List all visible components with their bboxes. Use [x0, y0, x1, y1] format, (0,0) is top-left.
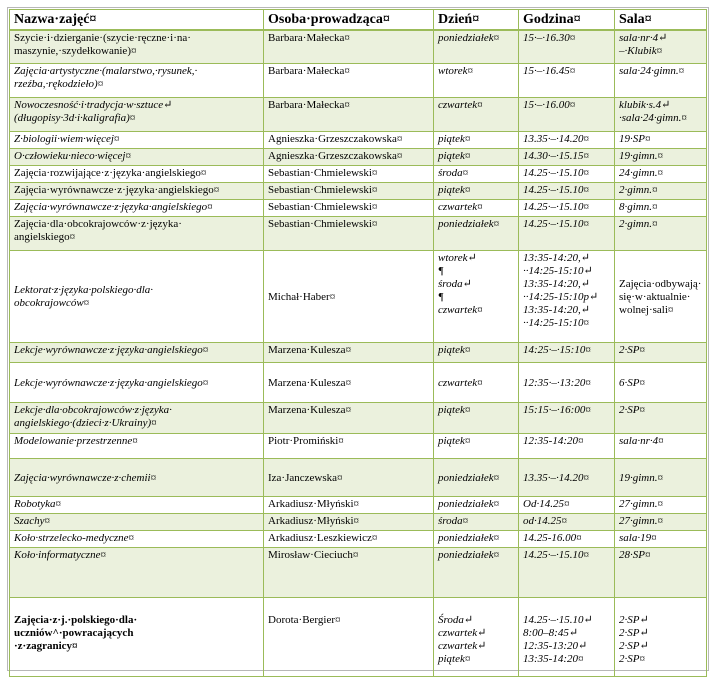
cell-osoba [264, 363, 434, 403]
cell-text-line: Marzena·Kulesza¤ [268, 344, 352, 356]
cell-text-line: maszynie,·szydełkowanie)¤ [14, 44, 137, 57]
header-dzien: Dzień¤ [434, 10, 519, 30]
cell-godzina [519, 30, 615, 64]
cell-sala [615, 548, 707, 598]
cell-text-line: Iza·Janczewska¤ [268, 471, 343, 484]
cell-sala [615, 251, 707, 343]
cell-text-line: Mirosław·Cieciuch¤ [268, 549, 359, 561]
cell-text-line: ··14:25-15:10↵ [523, 265, 593, 277]
cell-osoba [264, 200, 434, 217]
cell-dzien [434, 343, 519, 363]
cell-text-line: piątek¤ [438, 150, 471, 162]
cell-text-line: 2·SP↵ [619, 640, 649, 652]
cell-godzina [519, 531, 615, 548]
cell-nazwa [10, 514, 264, 531]
cell-text-line: sala·nr·4¤ [619, 435, 664, 447]
cell-sala [615, 183, 707, 200]
cell-text-line: poniedziałek¤ [438, 218, 500, 230]
cell-text-line: 6·SP¤ [619, 376, 645, 389]
cell-text-line: Szycie·i·dzierganie·(szycie·ręczne·i·na· [14, 31, 191, 44]
cell-text-line: piątek¤ [438, 344, 471, 356]
cell-osoba [264, 183, 434, 200]
cell-text-line: 8:00–8:45↵ [523, 627, 579, 639]
cell-text-line: wtorek¤ [438, 65, 474, 77]
cell-text-line: 14.30·–·15.15¤ [523, 150, 589, 162]
cell-text-line: uczniów^·powracających [14, 627, 134, 639]
cell-text-line: Nowoczesność·i·tradycja·w·sztuce↵ [14, 99, 173, 111]
cell-text-line: 19·SP¤ [619, 133, 651, 145]
cell-text-line: Sebastian·Chmielewski¤ [268, 218, 378, 230]
cell-dzien [434, 149, 519, 166]
cell-nazwa [10, 403, 264, 434]
cell-osoba [264, 497, 434, 514]
cell-sala [615, 149, 707, 166]
cell-osoba [264, 598, 434, 677]
cell-godzina [519, 598, 615, 677]
cell-dzien [434, 183, 519, 200]
cell-sala [615, 200, 707, 217]
cell-text-line: 14.25·–·15.10¤ [523, 549, 589, 561]
cell-text-line: 13:35-14:20,↵ [523, 278, 590, 290]
cell-text-line: Sebastian·Chmielewski¤ [268, 184, 378, 196]
cell-godzina [519, 217, 615, 251]
cell-text-line: Zajęcia·rozwijające·z·języka·angielskiego¤ [14, 167, 207, 179]
cell-text-line: Sebastian·Chmielewski¤ [268, 167, 378, 179]
cell-sala [615, 98, 707, 132]
cell-dzien [434, 200, 519, 217]
cell-text-line: Od·14.25¤ [523, 498, 570, 510]
cell-text-line: czwartek↵ [438, 627, 487, 639]
cell-nazwa [10, 30, 264, 64]
cell-text-line: 14.25·–·15.10¤ [523, 201, 589, 213]
cell-text-line: 2·SP¤ [619, 344, 645, 356]
cell-osoba [264, 403, 434, 434]
cell-osoba [264, 166, 434, 183]
cell-nazwa [10, 200, 264, 217]
cell-text-line: 2·gimn.¤ [619, 184, 658, 196]
cell-dzien [434, 64, 519, 98]
cell-text-line: rzeźba,·rękodzieło)¤ [14, 78, 104, 90]
schedule-table [9, 9, 707, 677]
cell-dzien [434, 403, 519, 434]
cell-osoba [264, 30, 434, 64]
cell-text-line: 14:25·–·15:10¤ [523, 344, 591, 356]
cell-osoba [264, 343, 434, 363]
cell-osoba [264, 434, 434, 459]
cell-nazwa [10, 343, 264, 363]
cell-text-line: od·14.25¤ [523, 515, 567, 527]
cell-text-line: 15:15·–·16:00¤ [523, 404, 591, 416]
cell-text-line: 2·SP¤ [619, 404, 645, 416]
cell-godzina [519, 363, 615, 403]
cell-sala [615, 343, 707, 363]
cell-godzina [519, 434, 615, 459]
cell-osoba [264, 98, 434, 132]
table-row [10, 403, 707, 434]
cell-nazwa [10, 217, 264, 251]
cell-text-line: ¶ [438, 265, 444, 277]
cell-text-line: 27·gimn.¤ [619, 515, 663, 527]
cell-text-line: 13:35-14:20¤ [523, 653, 584, 665]
cell-text-line: sala·19¤ [619, 532, 657, 544]
cell-sala [615, 217, 707, 251]
cell-sala [615, 30, 707, 64]
cell-text-line: Barbara·Małecka¤ [268, 65, 350, 77]
cell-text-line: Lekcje·dla·obcokrajowców·z·języka· [14, 404, 172, 416]
cell-text-line: 12:35-13:20↵ [523, 640, 588, 652]
cell-osoba [264, 132, 434, 149]
table-row [10, 166, 707, 183]
cell-godzina [519, 497, 615, 514]
cell-sala [615, 514, 707, 531]
cell-text-line: angielskiego¤ [14, 231, 76, 243]
cell-godzina [519, 64, 615, 98]
cell-text-line: 8·gimn.¤ [619, 201, 658, 213]
cell-nazwa [10, 497, 264, 514]
cell-text-line: 19·gimn.¤ [619, 150, 663, 162]
cell-text-line: Sebastian·Chmielewski¤ [268, 201, 378, 213]
cell-text-line: angielskiego·(dzieci·z·Ukrainy)¤ [14, 417, 157, 429]
cell-text-line: piątek¤ [438, 435, 471, 447]
cell-text-line: Zajęcia·wyrównawcze·z·chemii¤ [14, 471, 157, 484]
cell-dzien [434, 434, 519, 459]
cell-text-line: 2·SP↵ [619, 614, 649, 626]
cell-nazwa [10, 98, 264, 132]
cell-osoba [264, 217, 434, 251]
cell-text-line: Środa↵ [438, 614, 474, 626]
cell-text-line: Zajęcia·dla·obcokrajowców·z·języka· [14, 218, 182, 230]
cell-text-line: sala·24·gimn.¤ [619, 65, 685, 77]
cell-text-line: Barbara·Małecka¤ [268, 31, 350, 44]
cell-nazwa [10, 598, 264, 677]
table-row [10, 98, 707, 132]
cell-osoba [264, 531, 434, 548]
cell-text-line: Arkadiusz·Młyński¤ [268, 498, 360, 510]
cell-osoba [264, 64, 434, 98]
table-row [10, 363, 707, 403]
cell-text-line: Modelowanie·przestrzenne¤ [14, 435, 138, 447]
cell-text-line: piątek¤ [438, 184, 471, 196]
header-sala: Sala¤ [615, 10, 707, 30]
cell-godzina [519, 514, 615, 531]
cell-godzina [519, 548, 615, 598]
cell-text-line: poniedziałek¤ [438, 471, 500, 484]
table-row [10, 598, 707, 677]
cell-godzina [519, 200, 615, 217]
cell-text-line: ¶ [438, 291, 444, 303]
cell-text-line: ·z·zagranicy¤ [14, 640, 78, 652]
cell-text-line: sala·nr·4↵ [619, 31, 668, 44]
cell-text-line: ··14:25-15:10¤ [523, 317, 589, 329]
cell-nazwa [10, 149, 264, 166]
table-row [10, 497, 707, 514]
cell-text-line: 14.25·–·15.10¤ [523, 218, 589, 230]
cell-nazwa [10, 459, 264, 497]
cell-text-line: Szachy¤ [14, 515, 51, 527]
cell-osoba [264, 514, 434, 531]
cell-nazwa [10, 183, 264, 200]
cell-text-line: Agnieszka·Grzeszczakowska¤ [268, 133, 403, 145]
cell-text-line: Zajęcia·z·j.·polskiego·dla· [14, 614, 138, 626]
cell-dzien [434, 166, 519, 183]
header-godzina: Godzina¤ [519, 10, 615, 30]
cell-text-line: 15·–·16.45¤ [523, 65, 576, 77]
cell-sala [615, 363, 707, 403]
cell-godzina [519, 459, 615, 497]
cell-text-line: Lektorat·z·języka·polskiego·dla· [14, 284, 154, 296]
cell-text-line: środa↵ [438, 278, 472, 290]
cell-text-line: Arkadiusz·Leszkiewicz¤ [268, 532, 378, 544]
cell-dzien [434, 514, 519, 531]
cell-dzien [434, 98, 519, 132]
cell-text-line: 12:35-14:20¤ [523, 435, 584, 447]
cell-text-line: Marzena·Kulesza¤ [268, 376, 352, 389]
cell-text-line: się·w·aktualnie· [619, 290, 691, 303]
cell-godzina [519, 403, 615, 434]
cell-text-line: Zajęcia·artystyczne·(malarstwo,·rysunek,· [14, 65, 198, 77]
cell-nazwa [10, 434, 264, 459]
cell-godzina [519, 132, 615, 149]
cell-sala [615, 434, 707, 459]
table-row [10, 132, 707, 149]
cell-text-line: O·człowieku·nieco·więcej¤ [14, 150, 131, 162]
cell-sala [615, 531, 707, 548]
table-row [10, 251, 707, 343]
cell-sala [615, 132, 707, 149]
cell-text-line: poniedziałek¤ [438, 31, 500, 44]
cell-sala [615, 403, 707, 434]
cell-sala [615, 459, 707, 497]
cell-text-line: Zajęcia·wyrównawcze·z·języka·angielskiego¤ [14, 184, 220, 196]
cell-text-line: czwartek¤ [438, 201, 483, 213]
table-row [10, 459, 707, 497]
cell-osoba [264, 251, 434, 343]
cell-osoba [264, 548, 434, 598]
cell-text-line: 2·gimn.¤ [619, 218, 658, 230]
cell-text-line: czwartek¤ [438, 376, 483, 389]
table-body [10, 30, 707, 677]
table-row [10, 183, 707, 200]
cell-text-line: Koło·informatyczne¤ [14, 549, 106, 561]
cell-text-line: 13.35·–·14.20¤ [523, 471, 589, 484]
cell-dzien [434, 30, 519, 64]
cell-text-line: Piotr·Promiński¤ [268, 435, 344, 447]
cell-text-line: 27·gimn.¤ [619, 498, 663, 510]
cell-text-line: (długopisy·3d·i·kaligrafia)¤ [14, 112, 136, 124]
cell-text-line: 13:35-14:20,↵ [523, 252, 590, 264]
table-row [10, 434, 707, 459]
cell-text-line: poniedziałek¤ [438, 532, 500, 544]
cell-dzien [434, 459, 519, 497]
cell-text-line: Marzena·Kulesza¤ [268, 404, 352, 416]
cell-sala [615, 598, 707, 677]
cell-osoba [264, 149, 434, 166]
cell-dzien [434, 363, 519, 403]
cell-text-line: czwartek↵ [438, 640, 487, 652]
cell-sala [615, 64, 707, 98]
cell-text-line: wtorek↵ [438, 252, 477, 264]
cell-nazwa [10, 363, 264, 403]
cell-text-line: 15·–·16.30¤ [523, 31, 576, 44]
cell-sala [615, 497, 707, 514]
cell-dzien [434, 251, 519, 343]
cell-text-line: Lekcje·wyrównawcze·z·języka·angielskiego¤ [14, 376, 209, 389]
cell-godzina [519, 183, 615, 200]
cell-text-line: 2·SP↵ [619, 627, 649, 639]
cell-text-line: 19·gimn.¤ [619, 471, 663, 484]
cell-godzina [519, 149, 615, 166]
cell-sala [615, 166, 707, 183]
cell-nazwa [10, 531, 264, 548]
cell-text-line: 12:35·–·13:20¤ [523, 376, 591, 389]
cell-text-line: 2·SP¤ [619, 653, 645, 665]
cell-text-line: 13.35·–·14.20¤ [523, 133, 589, 145]
cell-text-line: Dorota·Bergier¤ [268, 614, 341, 626]
table-row [10, 64, 707, 98]
cell-text-line: 13:35-14:20,↵ [523, 304, 590, 316]
cell-text-line: Barbara·Małecka¤ [268, 99, 350, 111]
cell-text-line: ··14:25-15:10p↵ [523, 291, 599, 303]
table-row [10, 514, 707, 531]
cell-nazwa [10, 548, 264, 598]
cell-text-line: –·Klubik¤ [619, 44, 663, 57]
table-row [10, 30, 707, 64]
cell-nazwa [10, 132, 264, 149]
cell-text-line: Lekcje·wyrównawcze·z·języka·angielskiego¤ [14, 344, 209, 356]
cell-text-line: Arkadiusz·Młyński¤ [268, 515, 360, 527]
table-row [10, 200, 707, 217]
header-osoba: Osoba·prowadząca¤ [264, 10, 434, 30]
cell-text-line: Zajęcia·odbywają· [619, 277, 702, 290]
cell-text-line: 14.25·–·15.10↵ [523, 614, 593, 626]
cell-text-line: Agnieszka·Grzeszczakowska¤ [268, 150, 403, 162]
cell-godzina [519, 166, 615, 183]
cell-dzien [434, 548, 519, 598]
cell-text-line: 14.25·–·15.10¤ [523, 167, 589, 179]
cell-text-line: klubik·s.4↵ [619, 99, 671, 111]
cell-text-line: środa¤ [438, 515, 469, 527]
cell-text-line: Z·biologii·wiem·więcej¤ [14, 133, 120, 145]
cell-text-line: 28·SP¤ [619, 549, 651, 561]
cell-text-line: Robotyka¤ [14, 498, 62, 510]
table-row [10, 531, 707, 548]
cell-text-line: środa¤ [438, 167, 469, 179]
cell-text-line: piątek¤ [438, 133, 471, 145]
cell-osoba [264, 459, 434, 497]
cell-text-line: 24·gimn.¤ [619, 167, 663, 179]
cell-text-line: wolnej·sali¤ [619, 303, 674, 316]
cell-text-line: piątek¤ [438, 404, 471, 416]
cell-text-line: Koło·strzelecko-medyczne¤ [14, 532, 135, 544]
cell-text-line: Michał·Haber¤ [268, 290, 336, 303]
cell-godzina [519, 98, 615, 132]
cell-nazwa [10, 251, 264, 343]
cell-dzien [434, 217, 519, 251]
cell-text-line: czwartek¤ [438, 304, 483, 316]
cell-nazwa [10, 64, 264, 98]
cell-text-line: piątek¤ [438, 653, 471, 665]
cell-dzien [434, 132, 519, 149]
cell-text-line: ·sala·24·gimn.¤ [619, 112, 687, 124]
cell-text-line: poniedziałek¤ [438, 498, 500, 510]
cell-dzien [434, 497, 519, 514]
cell-text-line: 14.25·–·15.10¤ [523, 184, 589, 196]
table-row [10, 548, 707, 598]
table-row [10, 149, 707, 166]
cell-text-line: poniedziałek¤ [438, 549, 500, 561]
cell-godzina [519, 251, 615, 343]
cell-text-line: czwartek¤ [438, 99, 483, 111]
cell-dzien [434, 531, 519, 548]
cell-text-line: 14.25-16.00¤ [523, 532, 582, 544]
table-row [10, 343, 707, 363]
header-nazwa: Nazwa·zajęć¤ [10, 10, 264, 30]
cell-godzina [519, 343, 615, 363]
cell-text-line: 15·–·16.00¤ [523, 99, 576, 111]
header-row [10, 10, 707, 30]
cell-dzien [434, 598, 519, 677]
table-row [10, 217, 707, 251]
cell-text-line: Zajęcia·wyrównawcze·z·języka·angielskiego¤ [14, 201, 213, 213]
cell-nazwa [10, 166, 264, 183]
cell-text-line: obcokrajowców¤ [14, 297, 90, 309]
